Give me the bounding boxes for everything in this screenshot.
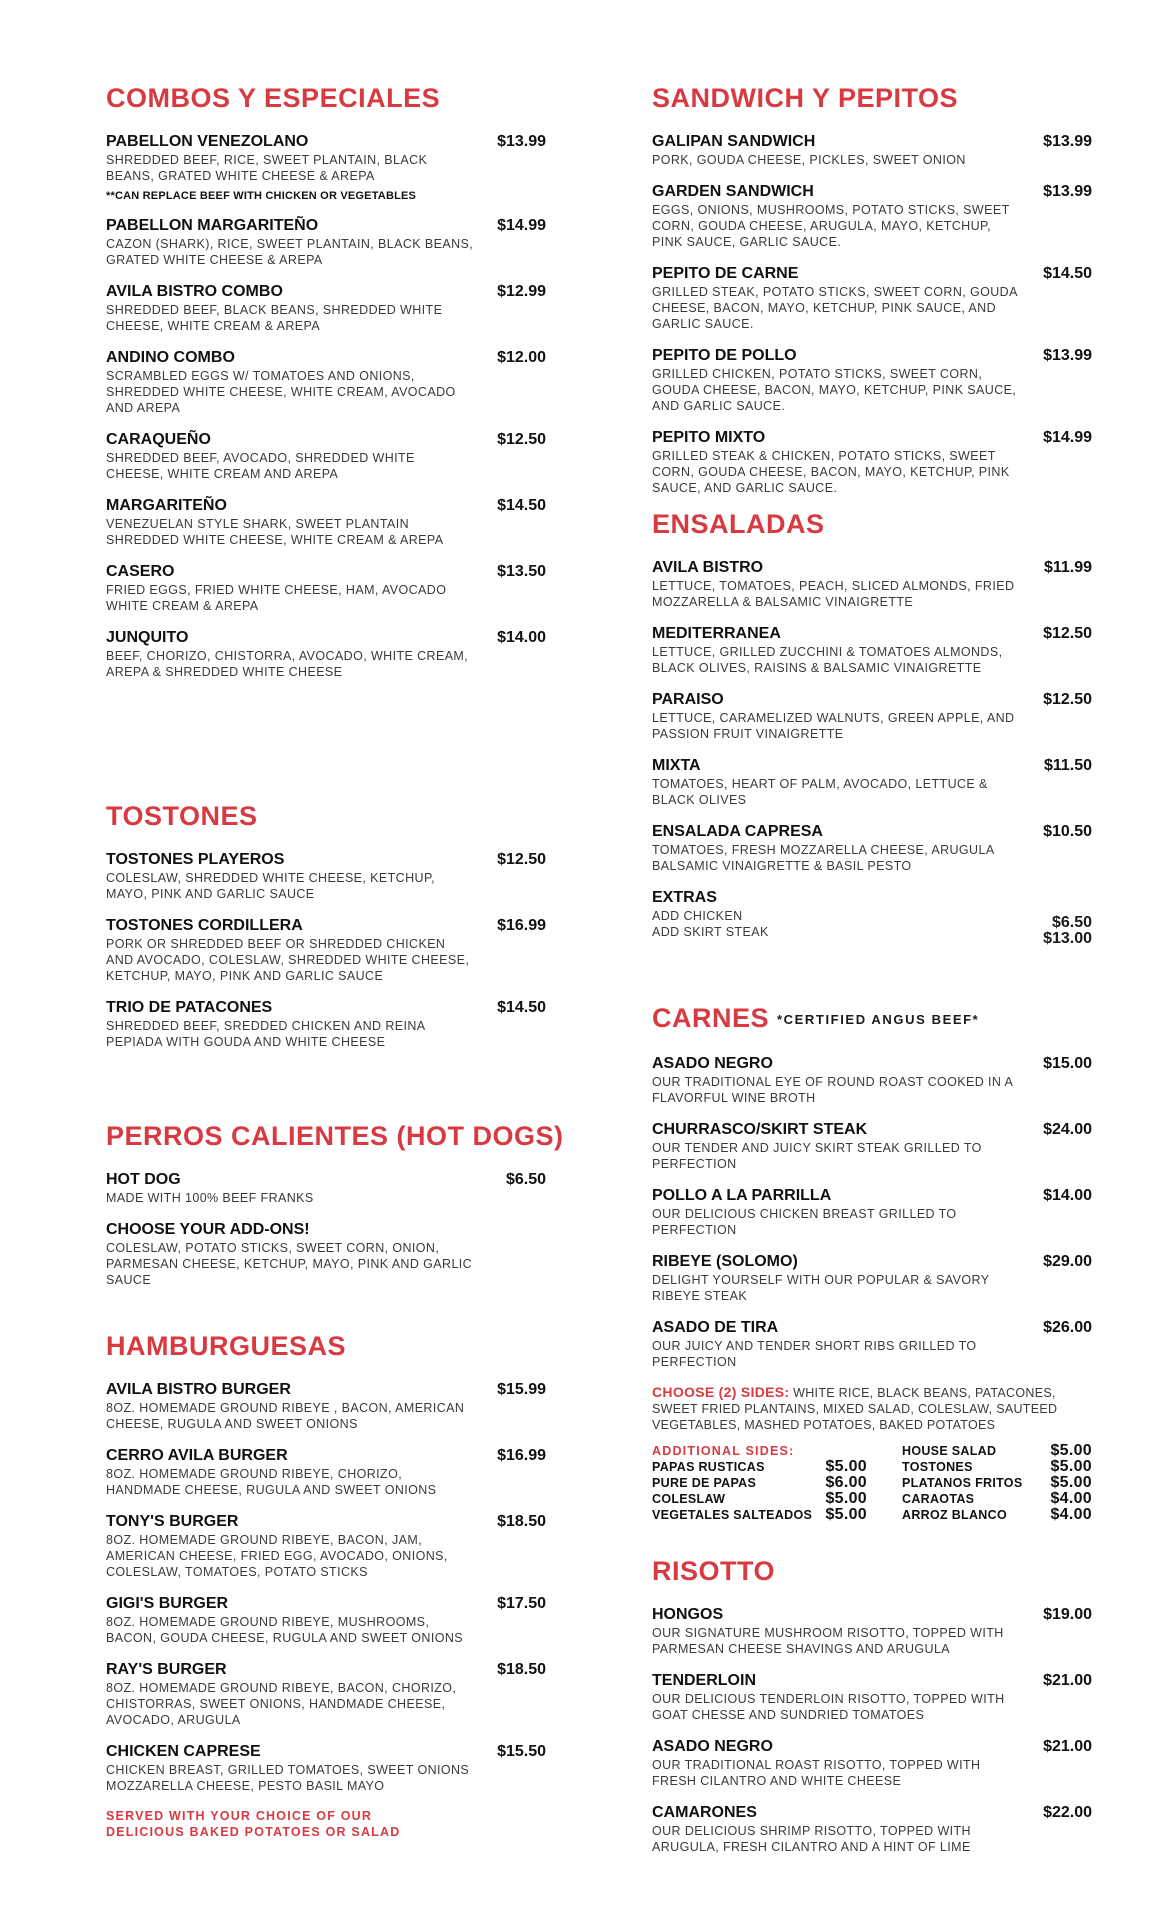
menu-list (652, 132, 1092, 496)
side-name: PURE DE PAPAS (652, 1475, 757, 1490)
menu-list (106, 1380, 546, 1794)
additional-side-row (902, 1475, 1092, 1491)
item-name: HOT DOG (106, 1171, 181, 1188)
side-name: CARAOTAS (902, 1491, 975, 1506)
item-price: $6.50 (505, 1171, 546, 1188)
menu-item (106, 916, 546, 984)
additional-sides-right (902, 1443, 1092, 1523)
item-description: 8OZ. HOMEMADE GROUND RIBEYE, BACON, CHORIZO, CHISTORRAS, SWEET ONIONS, HANDMADE CHEESE, AVOCADO, ARUGULA (106, 1681, 457, 1727)
item-price: $15.99 (497, 1381, 546, 1398)
extras-title: EXTRAS (652, 889, 717, 906)
menu-item (106, 1660, 546, 1728)
side-price: $4.00 (1050, 1505, 1092, 1523)
menu-item (652, 1737, 1092, 1789)
menu-item (652, 1803, 1092, 1855)
item-name: CERRO AVILA BURGER (106, 1447, 288, 1464)
item-price: $13.99 (497, 133, 546, 150)
section-combos (106, 82, 546, 694)
item-name: AVILA BISTRO (652, 559, 764, 576)
item-description: SHREDDED BEEF, AVOCADO, SHREDDED WHITE CHEESE, WHITE CREAM AND AREPA (106, 451, 415, 481)
item-name: TENDERLOIN (652, 1672, 756, 1689)
item-name: JUNQUITO (106, 629, 189, 646)
side-price: $5.00 (1050, 1441, 1092, 1459)
menu-list (106, 132, 546, 680)
item-price: $12.99 (497, 283, 546, 300)
side-price: $4.00 (1050, 1489, 1092, 1507)
item-price: $11.50 (1043, 757, 1092, 774)
item-description: OUR SIGNATURE MUSHROOM RISOTTO, TOPPED WITH PARMESAN CHEESE SHAVINGS AND ARUGULA (652, 1626, 1004, 1656)
menu-item (652, 558, 1092, 610)
item-description: GRILLED STEAK & CHICKEN, POTATO STICKS, SWEET CORN, GOUDA CHEESE, BACON, MAYO, KETCHUP, PINK SAUCE, AND GARLIC SAUCE. (652, 449, 1010, 495)
item-price: $18.50 (497, 1513, 546, 1530)
section-tostones (106, 800, 546, 1064)
menu-item (652, 428, 1092, 496)
item-name: CHURRASCO/SKIRT STEAK (652, 1120, 868, 1138)
menu-list (652, 558, 1092, 874)
menu-item (652, 1186, 1092, 1238)
item-name: TOSTONES CORDILLERA (106, 917, 303, 934)
item-name: PEPITO DE CARNE (652, 265, 799, 282)
item-price: $29.00 (1043, 1252, 1092, 1270)
menu-item (106, 1512, 546, 1580)
side-price: $5.00 (825, 1457, 867, 1475)
item-name: POLLO A LA PARRILLA (652, 1186, 832, 1204)
item-name: CASERO (106, 563, 175, 580)
menu-item (652, 690, 1092, 742)
item-name: ENSALADA CAPRESA (652, 823, 823, 840)
item-price: $12.50 (1043, 625, 1092, 642)
section-hamburguesas (106, 1330, 546, 1840)
item-description: 8OZ. HOMEMADE GROUND RIBEYE, CHORIZO, HANDMADE CHEESE, RUGULA AND SWEET ONIONS (106, 1467, 437, 1497)
item-description: 8OZ. HOMEMADE GROUND RIBEYE, MUSHROOMS, BACON, GOUDA CHEESE, RUGULA AND SWEET ONIONS (106, 1615, 464, 1645)
additional-list (902, 1443, 1092, 1523)
item-description: CAZON (SHARK), RICE, SWEET PLANTAIN, BLACK BEANS, GRATED WHITE CHEESE & AREPA (106, 237, 474, 267)
item-name: MARGARITEÑO (106, 497, 227, 514)
section-title: HAMBURGUESAS (106, 1331, 347, 1361)
additional-sides (652, 1443, 1092, 1523)
additional-sides-left (652, 1443, 867, 1523)
extras-price: $13.00 (1043, 930, 1092, 947)
item-price: $13.50 (497, 563, 546, 580)
item-price: $15.50 (497, 1743, 546, 1760)
item-name: TRIO DE PATACONES (106, 999, 273, 1016)
item-description: LETTUCE, GRILLED ZUCCHINI & TOMATOES ALMONDS, BLACK OLIVES, RAISINS & BALSAMIC VINAIGRETTE (652, 645, 1003, 675)
extras-line: ADD SKIRT STEAK (652, 925, 769, 939)
side-price: $6.00 (825, 1473, 867, 1491)
additional-side-row (902, 1507, 1092, 1523)
item-description: CHICKEN BREAST, GRILLED TOMATOES, SWEET ONIONS MOZZARELLA CHEESE, PESTO BASIL MAYO (106, 1763, 470, 1793)
section-title: PERROS CALIENTES (HOT DOGS) (106, 1121, 564, 1151)
side-price: $5.00 (825, 1489, 867, 1507)
item-description: TOMATOES, FRESH MOZZARELLA CHEESE, ARUGULA BALSAMIC VINAIGRETTE & BASIL PESTO (652, 843, 994, 873)
item-name: ASADO NEGRO (652, 1054, 773, 1072)
menu-list (652, 1605, 1092, 1855)
menu-item (652, 624, 1092, 676)
item-description: GRILLED CHICKEN, POTATO STICKS, SWEET CORN, GOUDA CHEESE, BACON, MAYO, KETCHUP, PINK SAUCE, AND GARLIC SAUCE. (652, 367, 1017, 413)
section-title: SANDWICH Y PEPITOS (652, 83, 959, 113)
item-description: VENEZUELAN STYLE SHARK, SWEET PLANTAIN SHREDDED WHITE CHEESE, WHITE CREAM & AREPA (106, 517, 444, 547)
side-price: $5.00 (1050, 1473, 1092, 1491)
menu-item (106, 1742, 546, 1794)
item-description: LETTUCE, TOMATOES, PEACH, SLICED ALMONDS, FRIED MOZZARELLA & BALSAMIC VINAIGRETTE (652, 579, 1015, 609)
section-subtitle: *CERTIFIED ANGUS BEEF* (777, 1011, 980, 1027)
item-name: CAMARONES (652, 1804, 757, 1821)
menu-item (106, 628, 546, 680)
menu-item (652, 264, 1092, 332)
item-name: MEDITERRANEA (652, 625, 781, 642)
menu-item (652, 1318, 1092, 1370)
menu-item (106, 496, 546, 548)
menu-item (106, 1446, 546, 1498)
menu-item (652, 132, 1092, 168)
item-price: $14.50 (497, 999, 546, 1016)
item-name: PEPITO MIXTO (652, 429, 766, 446)
menu-item (106, 216, 546, 268)
menu-item (652, 756, 1092, 808)
menu-item (652, 822, 1092, 874)
item-price: $12.50 (497, 851, 546, 868)
section-title: TOSTONES (106, 801, 258, 831)
item-price: $12.00 (497, 349, 546, 366)
additional-side-row (652, 1459, 867, 1475)
item-description: SCRAMBLED EGGS W/ TOMATOES AND ONIONS, SHREDDED WHITE CHEESE, WHITE CREAM, AVOCADO AND AREPA (106, 369, 456, 415)
item-description: PORK OR SHREDDED BEEF OR SHREDDED CHICKEN AND AVOCADO, COLESLAW, SHREDDED WHITE CHEESE, KETCHUP, MAYO, PINK AND GARLIC SAUCE (106, 937, 470, 983)
item-price: $16.99 (497, 1447, 546, 1464)
item-name: PABELLON VENEZOLANO (106, 133, 309, 150)
item-description: FRIED EGGS, FRIED WHITE CHEESE, HAM, AVOCADO WHITE CREAM & AREPA (106, 583, 447, 613)
item-description: OUR DELICIOUS CHICKEN BREAST GRILLED TO PERFECTION (652, 1206, 957, 1237)
menu-item (106, 998, 546, 1050)
item-name: MIXTA (652, 757, 701, 774)
menu-item (652, 1671, 1092, 1723)
extras-price: $6.50 (1051, 914, 1092, 931)
item-description: LETTUCE, CARAMELIZED WALNUTS, GREEN APPLE, AND PASSION FRUIT VINAIGRETTE (652, 711, 1015, 741)
item-price: $16.99 (497, 917, 546, 934)
item-price: $19.00 (1043, 1606, 1092, 1623)
item-description: OUR DELICIOUS SHRIMP RISOTTO, TOPPED WITH ARUGULA, FRESH CILANTRO AND A HINT OF LIME (652, 1824, 971, 1854)
item-price: $14.00 (497, 629, 546, 646)
menu-list (652, 1054, 1092, 1370)
item-price: $11.99 (1043, 559, 1092, 576)
menu-item (652, 182, 1092, 250)
item-description: SHREDDED BEEF, RICE, SWEET PLANTAIN, BLACK BEANS, GRATED WHITE CHEESE & AREPA (106, 153, 428, 183)
item-name: GALIPAN SANDWICH (652, 133, 816, 150)
item-description: PORK, GOUDA CHEESE, PICKLES, SWEET ONION (652, 153, 966, 167)
item-description: OUR DELICIOUS TENDERLOIN RISOTTO, TOPPED WITH GOAT CHESSE AND SUNDRIED TOMATOES (652, 1692, 1005, 1722)
item-price: $15.00 (1043, 1054, 1092, 1072)
menu-item (106, 562, 546, 614)
additional-side-row (902, 1459, 1092, 1475)
item-name: ASADO NEGRO (652, 1738, 773, 1755)
item-name: RAY'S BURGER (106, 1661, 227, 1678)
item-name: AVILA BISTRO COMBO (106, 283, 283, 300)
menu-item (652, 1605, 1092, 1657)
section-risotto (652, 1555, 1092, 1869)
additional-side-row (652, 1507, 867, 1523)
choose-sides-lead: CHOOSE (2) SIDES: (652, 1383, 790, 1400)
side-name: ARROZ BLANCO (902, 1507, 1007, 1522)
item-price: $18.50 (497, 1661, 546, 1678)
extras-block (652, 888, 1092, 947)
item-description: 8OZ. HOMEMADE GROUND RIBEYE , BACON, AMERICAN CHEESE, RUGULA AND SWEET ONIONS (106, 1401, 465, 1431)
item-description: DELIGHT YOURSELF WITH OUR POPULAR & SAVORY RIBEYE STEAK (652, 1272, 990, 1303)
item-description: SHREDDED BEEF, BLACK BEANS, SHREDDED WHITE CHEESE, WHITE CREAM & AREPA (106, 303, 443, 333)
section-title-text: CARNES (652, 1003, 770, 1033)
side-name: PAPAS RUSTICAS (652, 1459, 765, 1474)
menu-item (652, 1252, 1092, 1304)
item-description: OUR TRADITIONAL ROAST RISOTTO, TOPPED WITH FRESH CILANTRO AND WHITE CHEESE (652, 1758, 981, 1788)
menu-item (106, 430, 546, 482)
item-name: PABELLON MARGARITEÑO (106, 217, 319, 234)
additional-side-row (902, 1443, 1092, 1459)
section-ensaladas (652, 508, 1092, 961)
item-price: $22.00 (1043, 1804, 1092, 1821)
menu-item (106, 1220, 546, 1288)
item-name: ASADO DE TIRA (652, 1318, 779, 1336)
side-name: PLATANOS FRITOS (902, 1475, 1023, 1490)
section-sandwich (652, 82, 1092, 510)
item-price: $14.99 (1043, 429, 1092, 446)
item-price: $21.00 (1043, 1672, 1092, 1689)
item-price: $12.50 (497, 431, 546, 448)
item-price: $17.50 (497, 1595, 546, 1612)
item-name: TONY'S BURGER (106, 1513, 239, 1530)
item-name: RIBEYE (SOLOMO) (652, 1252, 798, 1270)
item-description: 8OZ. HOMEMADE GROUND RIBEYE, BACON, JAM, AMERICAN CHEESE, FRIED EGG, AVOCADO, ONIONS, COLESLAW, TOMATOES, POTATO STICKS (106, 1533, 448, 1579)
choose-sides (652, 1384, 1092, 1433)
item-description: COLESLAW, SHREDDED WHITE CHEESE, KETCHUP, MAYO, PINK AND GARLIC SAUCE (106, 871, 435, 901)
item-name: TOSTONES PLAYEROS (106, 851, 285, 868)
item-name: PEPITO DE POLLO (652, 347, 797, 364)
item-price: $13.99 (1043, 183, 1092, 200)
section-title (652, 1002, 1092, 1036)
item-price: $21.00 (1043, 1738, 1092, 1755)
side-price: $5.00 (825, 1505, 867, 1523)
item-name: AVILA BISTRO BURGER (106, 1381, 291, 1398)
section-title: ENSALADAS (652, 509, 825, 539)
item-price: $26.00 (1043, 1318, 1092, 1336)
additional-side-row (652, 1491, 867, 1507)
item-description: TOMATOES, HEART OF PALM, AVOCADO, LETTUCE & BLACK OLIVES (652, 777, 988, 807)
menu-item (652, 346, 1092, 414)
item-name: CHOOSE YOUR ADD-ONS! (106, 1221, 310, 1238)
item-description: BEEF, CHORIZO, CHISTORRA, AVOCADO, WHITE CREAM, AREPA & SHREDDED WHITE CHEESE (106, 649, 469, 679)
section-title: COMBOS Y ESPECIALES (106, 83, 441, 113)
item-name: ANDINO COMBO (106, 349, 235, 366)
side-name: HOUSE SALAD (902, 1443, 997, 1458)
menu-item (106, 1380, 546, 1432)
item-price: $14.99 (497, 217, 546, 234)
additional-side-row (652, 1475, 867, 1491)
item-description: GRILLED STEAK, POTATO STICKS, SWEET CORN, GOUDA CHEESE, BACON, MAYO, KETCHUP, PINK SAUCE, AND GARLIC SAUCE. (652, 285, 1018, 331)
item-price: $14.50 (1043, 265, 1092, 282)
section-carnes (652, 1002, 1092, 1523)
item-description: OUR TRADITIONAL EYE OF ROUND ROAST COOKED IN A FLAVORFUL WINE BROTH (652, 1074, 1013, 1105)
side-name: TOSTONES (902, 1459, 973, 1474)
item-name: PARAISO (652, 691, 724, 708)
section-perros (106, 1120, 564, 1302)
item-description: EGGS, ONIONS, MUSHROOMS, POTATO STICKS, SWEET CORN, GOUDA CHEESE, ARUGULA, MAYO, KETCHUP, PINK SAUCE, GARLIC SAUCE. (652, 203, 1010, 249)
item-note: **CAN REPLACE BEEF WITH CHICKEN OR VEGETABLES (106, 190, 417, 202)
additional-side-row (902, 1491, 1092, 1507)
item-description: SHREDDED BEEF, SREDDED CHICKEN AND REINA PEPIADA WITH GOUDA AND WHITE CHEESE (106, 1019, 425, 1049)
menu-item (652, 1120, 1092, 1172)
menu-item (106, 348, 546, 416)
item-price: $13.99 (1043, 133, 1092, 150)
side-name: VEGETALES SALTEADOS (652, 1507, 813, 1522)
menu-item (106, 850, 546, 902)
additional-list (652, 1459, 867, 1523)
menu-list (106, 850, 546, 1050)
item-name: CARAQUEÑO (106, 431, 211, 448)
menu-list (106, 1170, 546, 1288)
extras-line: ADD CHICKEN (652, 909, 743, 923)
side-name: COLESLAW (652, 1491, 726, 1506)
menu-item (652, 1054, 1092, 1106)
item-price: $12.50 (1043, 691, 1092, 708)
choose-sides-text: WHITE RICE, BLACK BEANS, PATACONES, SWEET FRIED PLANTAINS, MIXED SALAD, COLESLAW, SAUTEED VEGETABLES, MASHED POTATOES, BAKED POTATOES (652, 1385, 1058, 1432)
item-description: OUR JUICY AND TENDER SHORT RIBS GRILLED TO PERFECTION (652, 1338, 977, 1369)
item-description: OUR TENDER AND JUICY SKIRT STEAK GRILLED TO PERFECTION (652, 1140, 982, 1171)
item-name: CHICKEN CAPRESE (106, 1743, 261, 1760)
item-price: $13.99 (1043, 347, 1092, 364)
side-price: $5.00 (1050, 1457, 1092, 1475)
item-name: HONGOS (652, 1606, 724, 1623)
item-name: GARDEN SANDWICH (652, 183, 814, 200)
item-name: GIGI'S BURGER (106, 1595, 229, 1612)
item-description: COLESLAW, POTATO STICKS, SWEET CORN, ONION, PARMESAN CHEESE, KETCHUP, MAYO, PINK AND GARLIC SAUCE (106, 1241, 473, 1287)
menu-item (106, 132, 546, 202)
item-price: $10.50 (1043, 823, 1092, 840)
menu-item (106, 282, 546, 334)
item-price: $14.00 (1043, 1186, 1092, 1204)
item-description: MADE WITH 100% BEEF FRANKS (106, 1191, 314, 1205)
menu-item (106, 1170, 546, 1206)
additional-sides-title: ADDITIONAL SIDES: (652, 1443, 795, 1458)
section-title: RISOTTO (652, 1556, 776, 1586)
burger-footer-note: SERVED WITH YOUR CHOICE OF OUR DELICIOUS BAKED POTATOES OR SALAD (106, 1809, 401, 1839)
item-price: $14.50 (497, 497, 546, 514)
menu-item (106, 1594, 546, 1646)
item-price: $24.00 (1043, 1120, 1092, 1138)
